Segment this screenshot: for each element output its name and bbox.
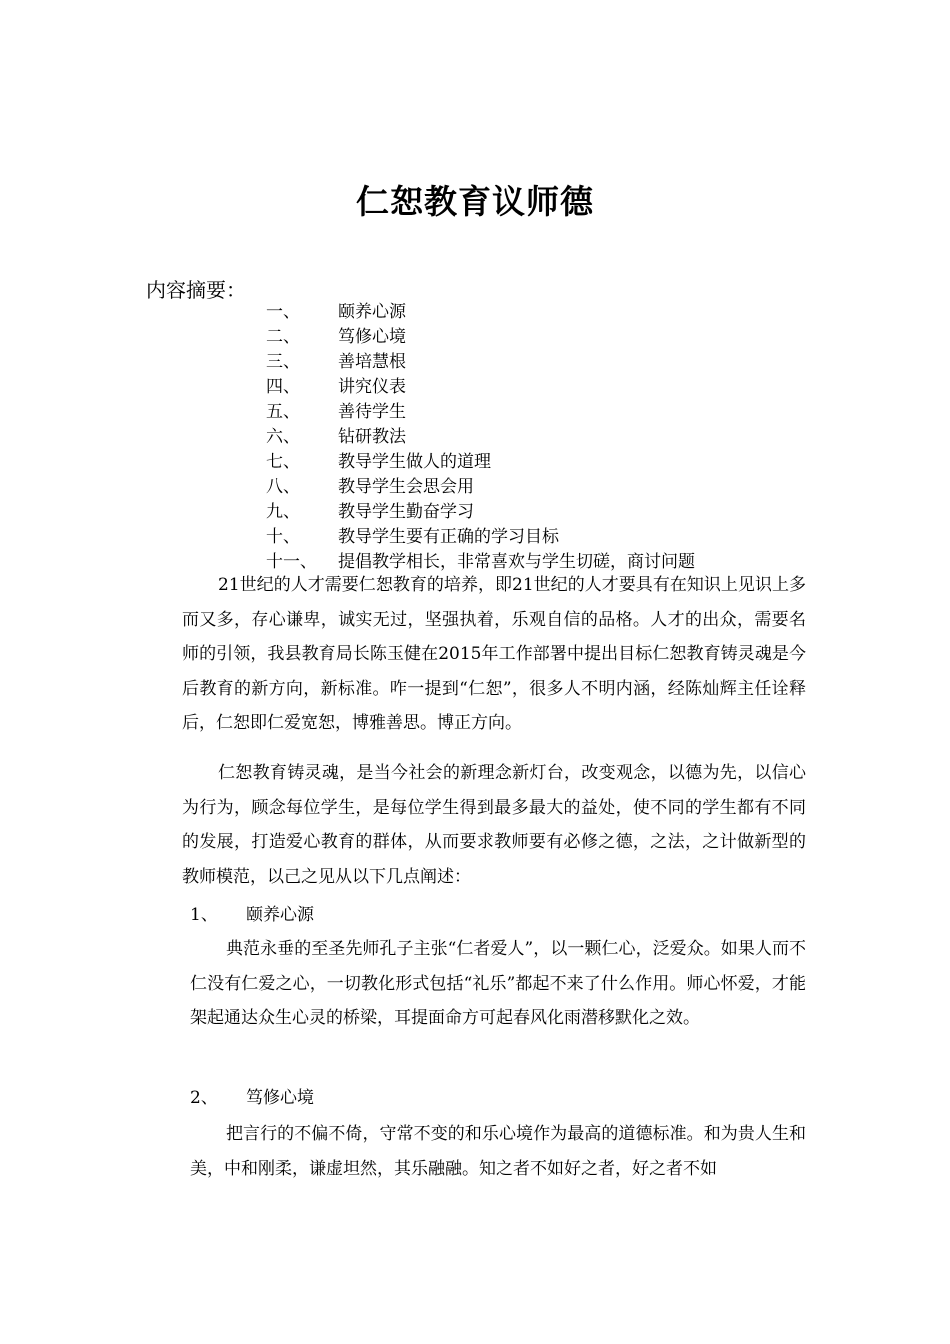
abstract-label: 内容摘要： bbox=[146, 278, 246, 302]
abstract-item-number: 十、 bbox=[266, 527, 300, 547]
abstract-item-number: 七、 bbox=[266, 452, 300, 472]
abstract-item-text: 提倡教学相长，非常喜欢与学生切磋，商讨问题 bbox=[338, 552, 695, 572]
abstract-item-number: 二、 bbox=[266, 327, 300, 347]
body-paragraph: 仁恕教育铸灵魂，是当今社会的新理念新灯台，改变观念，以德为先，以信心为行为，顾念每位学生，是每位学生得到最多最大的益处，使不同的学生都有不同的发展，打造爱心教育的群体，从而要求教师要有必修之德，之法，之计做新型的教师模范，以己之见从以下几点阐述： bbox=[182, 763, 806, 887]
section-heading bbox=[190, 902, 314, 928]
abstract-item-number: 九、 bbox=[266, 502, 300, 522]
section-title: 笃修心境 bbox=[246, 1088, 314, 1108]
abstract-item bbox=[266, 525, 826, 550]
section-heading bbox=[190, 1085, 314, 1111]
abstract-item bbox=[266, 425, 826, 450]
abstract-item-text: 善待学生 bbox=[338, 402, 406, 422]
abstract-item-text: 教导学生做人的道理 bbox=[338, 452, 491, 472]
abstract-item bbox=[266, 375, 826, 400]
document-title: 仁恕教育议师德 bbox=[356, 182, 594, 221]
abstract-item bbox=[266, 325, 826, 350]
section-number: 1、 bbox=[190, 905, 218, 925]
abstract-item bbox=[266, 350, 826, 375]
abstract-item bbox=[266, 300, 826, 325]
abstract-item-number: 六、 bbox=[266, 427, 300, 447]
abstract-item-text: 笃修心境 bbox=[338, 327, 406, 347]
abstract-item bbox=[266, 500, 826, 525]
abstract-item bbox=[266, 450, 826, 475]
section-paragraph: 典范永垂的至圣先师孔子主张“仁者爱人”，以一颗仁心，泛爱众。如果人而不仁没有仁爱之心，一切教化形式包括“礼乐”都起不来了什么作用。师心怀爱，才能架起通达众生心灵的桥梁，耳提面命方可起春风化雨潜移默化之效。 bbox=[190, 939, 806, 1028]
abstract-item-number: 五、 bbox=[266, 402, 300, 422]
abstract-item-number: 三、 bbox=[266, 352, 300, 372]
intro-paragraph: 21世纪的人才需要仁恕教育的培养，即21世纪的人才要具有在知识上见识上多而又多，存心谦卑，诚实无过，坚强执着，乐观自信的品格。人才的出众，需要名师的引领，我县教育局长陈玉健在2015年工作部署中提出目标仁恕教育铸灵魂是今后教育的新方向，新标准。咋一提到“仁恕”，很多人不明内涵，经陈灿辉主任诠释后，仁恕即仁爱宽恕，博雅善思。博正方向。 bbox=[182, 575, 806, 733]
abstract-item-text: 颐养心源 bbox=[338, 302, 406, 322]
section-paragraph: 把言行的不偏不倚，守常不变的和乐心境作为最高的道德标准。和为贵人生和美，中和刚柔，谦虚坦然，其乐融融。知之者不如好之者，好之者不如 bbox=[190, 1124, 806, 1179]
section-title: 颐养心源 bbox=[246, 905, 314, 925]
abstract-item-text: 教导学生勤奋学习 bbox=[338, 502, 474, 522]
abstract-item bbox=[266, 475, 826, 500]
abstract-item-text: 钻研教法 bbox=[338, 427, 406, 447]
abstract-item-number: 八、 bbox=[266, 477, 300, 497]
abstract-item-number: 一、 bbox=[266, 302, 300, 322]
section-number: 2、 bbox=[190, 1088, 218, 1108]
abstract-item-text: 善培慧根 bbox=[338, 352, 406, 372]
abstract-item-number: 十一、 bbox=[266, 552, 317, 572]
abstract-list bbox=[266, 300, 826, 575]
abstract-item-text: 教导学生要有正确的学习目标 bbox=[338, 527, 559, 547]
abstract-item bbox=[266, 400, 826, 425]
abstract-item-text: 教导学生会思会用 bbox=[338, 477, 474, 497]
abstract-item-number: 四、 bbox=[266, 377, 300, 397]
abstract-item-text: 讲究仪表 bbox=[338, 377, 406, 397]
